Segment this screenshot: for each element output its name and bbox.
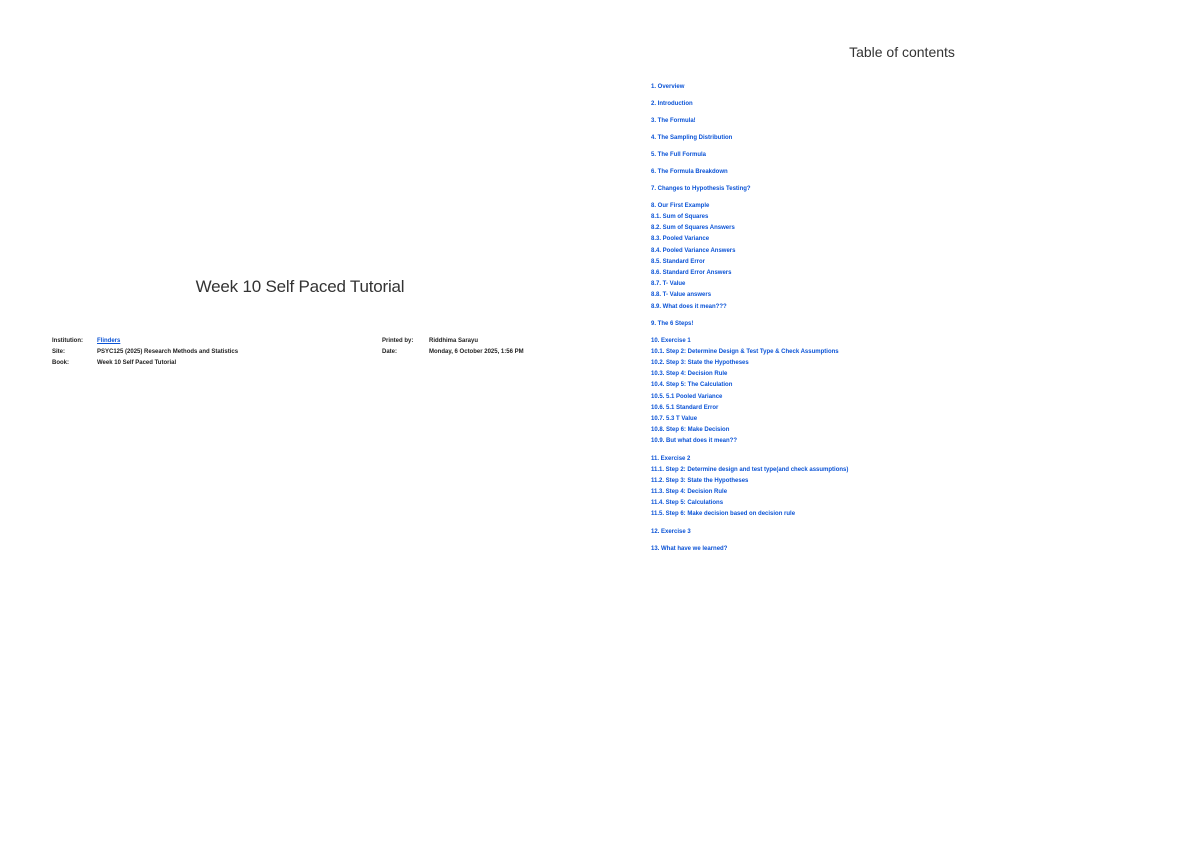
toc-link[interactable]: 2. Introduction (651, 101, 693, 107)
toc-sublink[interactable]: 10.1. Step 2: Determine Design & Test Type & Check Assumptions (651, 348, 839, 355)
institution-link[interactable]: Flinders (97, 338, 121, 344)
toc-section (651, 82, 1191, 93)
toc-section (651, 116, 1191, 127)
toc-link[interactable]: 5. The Full Formula (651, 152, 707, 158)
toc-sublink[interactable]: 11.3. Step 4: Decision Rule (651, 489, 728, 496)
toc-sublink[interactable]: 8.4. Pooled Variance Answers (651, 247, 736, 254)
toc-sublink[interactable]: 8.8. T- Value answers (651, 292, 712, 299)
toc-link[interactable]: 1. Overview (651, 84, 685, 90)
institution-value (97, 336, 382, 347)
toc-sublink[interactable]: 10.2. Step 3: State the Hypotheses (651, 360, 749, 367)
meta-row-institution (52, 336, 572, 347)
toc-link[interactable]: 6. The Formula Breakdown (651, 169, 728, 175)
toc-section (651, 99, 1191, 110)
toc-link[interactable]: 11. Exercise 2 (651, 455, 691, 462)
toc-sublink[interactable]: 10.9. But what does it mean?? (651, 438, 738, 445)
toc-link[interactable]: 4. The Sampling Distribution (651, 135, 733, 141)
toc-link[interactable]: 7. Changes to Hypothesis Testing? (651, 186, 751, 192)
meta-row-book (52, 358, 572, 369)
toc-section (651, 544, 1191, 555)
toc-link[interactable]: 12. Exercise 3 (651, 528, 691, 535)
date-value: Monday, 6 October 2025, 1:56 PM (429, 349, 524, 355)
toc-sublink[interactable]: 10.8. Step 6: Make Decision (651, 427, 730, 434)
toc-section (651, 150, 1191, 161)
toc-section (651, 336, 1191, 448)
toc-sublink[interactable]: 8.1. Sum of Squares (651, 214, 709, 220)
toc-link[interactable]: 13. What have we learned? (651, 545, 728, 552)
toc-sublink[interactable]: 10.4. Step 5: The Calculation (651, 382, 733, 389)
table-of-contents (651, 82, 1191, 555)
toc-sublink[interactable]: 8.5. Standard Error (651, 258, 706, 265)
document-title: Week 10 Self Paced Tutorial (195, 277, 405, 296)
toc-sublink[interactable]: 11.2. Step 3: State the Hypotheses (651, 477, 749, 484)
site-label: Site: (52, 349, 66, 355)
toc-sublink[interactable]: 11.4. Step 5: Calculations (651, 500, 724, 507)
toc-title: Table of contents (849, 44, 955, 60)
toc-link[interactable]: 3. The Formula! (651, 118, 696, 124)
toc-sublink[interactable]: 10.5. 5.1 Pooled Variance (651, 393, 723, 400)
toc-section (651, 133, 1191, 144)
toc-sublink[interactable]: 11.1. Step 2: Determine design and test type(and check assumptions) (651, 466, 849, 473)
toc-section (651, 201, 1191, 313)
toc-section (651, 527, 1191, 538)
toc-sublink[interactable]: 8.3. Pooled Variance (651, 236, 710, 243)
toc-section (651, 167, 1191, 178)
book-label: Book: (52, 360, 69, 366)
date-label: Date: (382, 349, 398, 355)
toc-section (651, 454, 1191, 521)
toc-link[interactable]: 10. Exercise 1 (651, 337, 691, 344)
toc-section (651, 319, 1191, 330)
toc-sublink[interactable]: 8.9. What does it mean??? (651, 303, 727, 310)
toc-link[interactable]: 8. Our First Example (651, 203, 710, 209)
institution-label: Institution: (52, 338, 83, 344)
meta-row-site (52, 347, 572, 358)
toc-sublink[interactable]: 8.2. Sum of Squares Answers (651, 225, 735, 232)
toc-sublink[interactable]: 8.6. Standard Error Answers (651, 270, 732, 277)
book-value: Week 10 Self Paced Tutorial (97, 360, 177, 366)
printed-by-label: Printed by: (382, 338, 414, 344)
toc-link[interactable]: 9. The 6 Steps! (651, 320, 694, 327)
toc-sublink[interactable]: 11.5. Step 6: Make decision based on decision rule (651, 511, 796, 518)
toc-page (600, 0, 1200, 848)
printed-by-value: Riddhima Sarayu (429, 338, 479, 344)
site-value: PSYC125 (2025) Research Methods and Statistics (97, 349, 239, 355)
toc-sublink[interactable]: 10.6. 5.1 Standard Error (651, 404, 719, 411)
toc-sublink[interactable]: 10.3. Step 4: Decision Rule (651, 371, 728, 378)
toc-sublink[interactable]: 8.7. T- Value (651, 281, 686, 288)
toc-sublink[interactable]: 10.7. 5.3 T Value (651, 416, 698, 423)
toc-section (651, 184, 1191, 195)
print-metadata (52, 336, 572, 369)
